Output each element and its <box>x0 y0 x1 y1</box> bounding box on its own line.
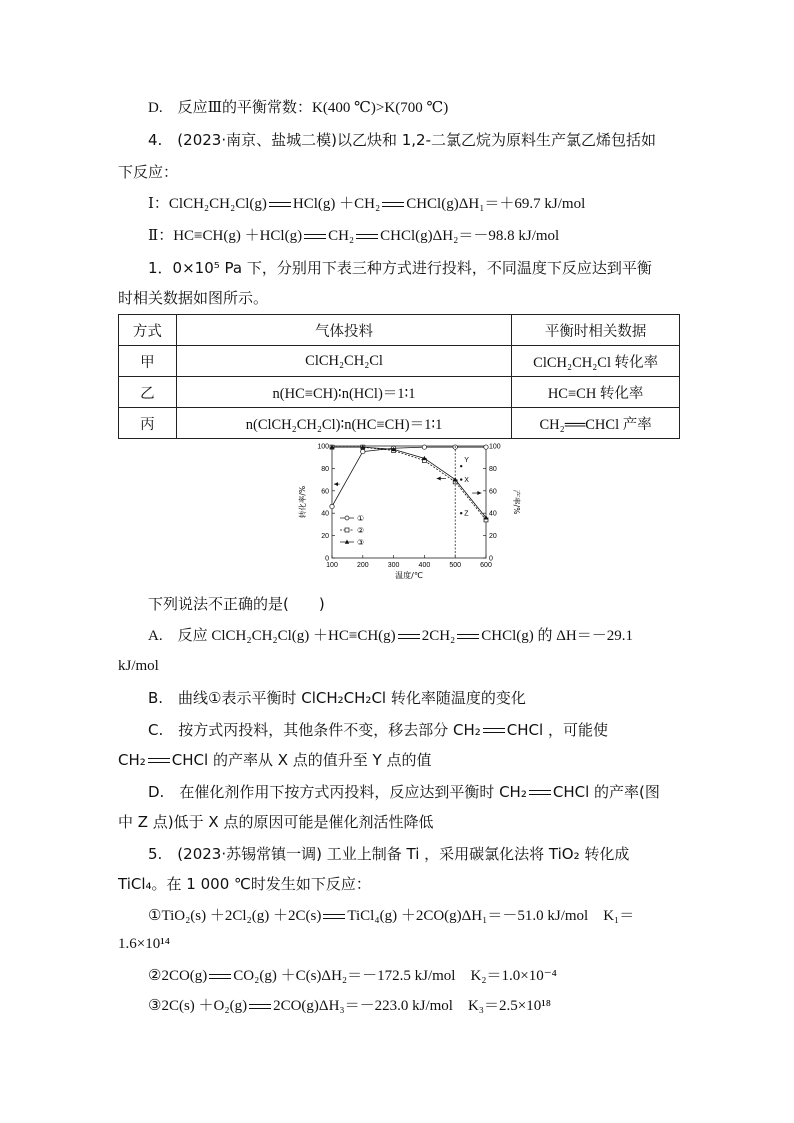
problem-5-intro: 5. (2023·苏锡常镇一调) 工业上制备 Ti ，采用碳氯化法将 TiO₂ 转化成 <box>148 845 630 863</box>
point-label: Y <box>464 457 469 465</box>
data-point-circle <box>484 445 488 449</box>
point-label: X <box>464 477 469 485</box>
series-line-square <box>332 447 486 520</box>
reaction-1: Ⅰ：ClCH₂CH₂Cl(g) HCl(g) ＋CH₂ CHCl(g)ΔH₁＝＋69.7 kJ/mol <box>148 196 586 212</box>
legend-marker <box>345 528 349 532</box>
y-tick-label-right: 80 <box>489 465 497 473</box>
y-tick-label: 20 <box>321 533 329 541</box>
feed-table <box>118 314 680 439</box>
table-header: 气体投料 <box>176 315 511 346</box>
plot-frame <box>332 446 486 558</box>
double-bond-icon <box>382 201 404 209</box>
double-bond-icon <box>529 789 551 797</box>
y-tick-label: 80 <box>321 465 329 473</box>
equal-sign-icon <box>304 233 326 241</box>
option-d-prev: D. 反应Ⅲ的平衡常数：K(400 ℃)>K(700 ℃) <box>148 100 449 116</box>
condition-text: 1．0×10⁵ Pa 下，分别用下表三种方式进行投料，不同温度下反应达到平衡 <box>148 259 652 277</box>
marked-point <box>460 465 462 467</box>
marked-point <box>460 478 462 480</box>
table-header: 方式 <box>119 315 177 346</box>
x-tick-label: 600 <box>480 562 492 569</box>
series-line-triangle <box>332 447 486 518</box>
data-point-circle <box>422 445 426 449</box>
equal-sign-icon <box>249 1003 271 1011</box>
option-b: B. 曲线①表示平衡时 ClCH₂CH₂Cl 转化率随温度的变化 <box>148 689 526 707</box>
x-tick-label: 400 <box>418 562 431 569</box>
table-cell: 丙 <box>119 408 177 439</box>
option-c-cont: CH₂ CHCl 的产率从 X 点的值升至 Y 点的值 <box>118 751 432 769</box>
y-tick-label-right: 100 <box>489 443 501 451</box>
y-tick-label-right: 40 <box>489 510 497 518</box>
problem-5-intro-cont: TiCl₄。在 1 000 ℃时发生如下反应： <box>118 875 371 893</box>
x-axis-label: 温度/℃ <box>395 571 423 580</box>
question-stem: 下列说法不正确的是( ) <box>148 595 325 613</box>
table-cell: HC≡CH 转化率 <box>512 377 680 408</box>
option-a: A. 反应 ClCH₂CH₂Cl(g) ＋HC≡CH(g) 2CH₂ CHCl(g) 的 ΔH＝－29.1 <box>148 628 633 644</box>
x-tick-label: 500 <box>449 562 462 569</box>
y-tick-label: 60 <box>321 488 329 496</box>
y-tick-label-right: 20 <box>489 533 497 541</box>
data-point-circle <box>330 504 334 508</box>
reaction-5-2: ②2CO(g) CO₂(g) ＋C(s)ΔH₂＝－172.5 kJ/mol K₂＝1.0×10⁻⁴ <box>148 968 557 984</box>
problem-4-intro: 4. (2023·南京、盐城二模)以乙炔和 1,2-二氯乙烷为原料生产氯乙烯包括如 <box>148 131 656 149</box>
reaction-5-1: ①TiO₂(s) ＋2Cl₂(g) ＋2C(s) TiCl₄(g) ＋2CO(g)ΔH₁＝－51.0 kJ/mol K₁＝ <box>148 908 635 924</box>
problem-4-intro-cont: 下反应： <box>118 163 179 181</box>
x-tick-label: 300 <box>387 562 400 569</box>
option-d-cont: 中 Z 点)低于 X 点的原因可能是催化剂活性降低 <box>118 813 434 831</box>
table-row <box>119 346 680 377</box>
y-tick-label: 100 <box>317 443 329 451</box>
reaction-2: Ⅱ：HC≡CH(g) ＋HCl(g) CH₂ CHCl(g)ΔH₂＝－98.8 kJ/mol <box>148 228 560 244</box>
table-row <box>119 408 680 439</box>
table-cell: CH₂══CHCl 产率 <box>512 408 680 439</box>
double-bond-icon <box>457 633 479 641</box>
reaction-5-1-cont: 1.6×10¹⁴ <box>118 936 170 952</box>
equal-sign-icon <box>269 201 291 209</box>
y-tick-label-right: 60 <box>489 488 497 496</box>
point-label: Z <box>464 510 469 518</box>
marked-point <box>460 512 462 514</box>
series-line-circle <box>332 447 486 506</box>
double-bond-icon <box>356 233 378 241</box>
left-arrow-head <box>334 482 338 486</box>
x-tick-label: 200 <box>356 562 369 569</box>
option-a-cont: kJ/mol <box>118 658 159 674</box>
table-cell: ClCH₂CH₂Cl 转化率 <box>512 346 680 377</box>
double-bond-icon <box>148 757 170 765</box>
option-c: C. 按方式丙投料，其他条件不变，移去部分 CH₂ CHCl ，可能使 <box>148 721 608 739</box>
table-cell: 乙 <box>119 377 177 408</box>
reaction-5-3: ③2C(s) ＋O₂(g) 2CO(g)ΔH₃＝－223.0 kJ/mol K₃＝2.5×10¹⁸ <box>148 998 551 1014</box>
table-cell: 甲 <box>119 346 177 377</box>
legend-marker <box>345 516 349 520</box>
y-tick-label-right: 0 <box>489 555 493 563</box>
table-cell: n(ClCH₂CH₂Cl)∶n(HC≡CH)＝1∶1 <box>176 408 511 439</box>
table-header: 平衡时相关数据 <box>512 315 680 346</box>
table-cell: n(HC≡CH)∶n(HCl)＝1∶1 <box>176 377 511 408</box>
option-d: D. 在催化剂作用下按方式丙投料，反应达到平衡时 CH₂ CHCl 的产率(图 <box>148 783 660 801</box>
y-tick-label: 40 <box>321 510 329 518</box>
y-axis-label-right: 产率/% <box>512 489 521 515</box>
equal-sign-icon <box>398 633 420 641</box>
double-bond-icon <box>483 727 505 735</box>
mid-arrow-head <box>437 476 441 480</box>
y-axis-label-left: 转化率/% <box>298 485 307 519</box>
y-tick-label: 0 <box>325 555 329 563</box>
equilibrium-chart <box>296 440 522 588</box>
table-header-row <box>119 315 680 346</box>
data-point-circle <box>361 449 365 453</box>
table-row <box>119 377 680 408</box>
x-tick-label: 100 <box>326 562 338 569</box>
equal-sign-icon <box>209 973 231 981</box>
condition-text-cont: 时相关数据如图所示。 <box>118 289 269 307</box>
legend-label: ③ <box>357 538 365 547</box>
equal-sign-icon <box>323 913 345 921</box>
legend-label: ① <box>357 514 365 523</box>
table-cell: ClCH₂CH₂Cl <box>176 346 511 377</box>
right-arrow-head <box>477 491 481 495</box>
legend-label: ② <box>357 526 365 535</box>
